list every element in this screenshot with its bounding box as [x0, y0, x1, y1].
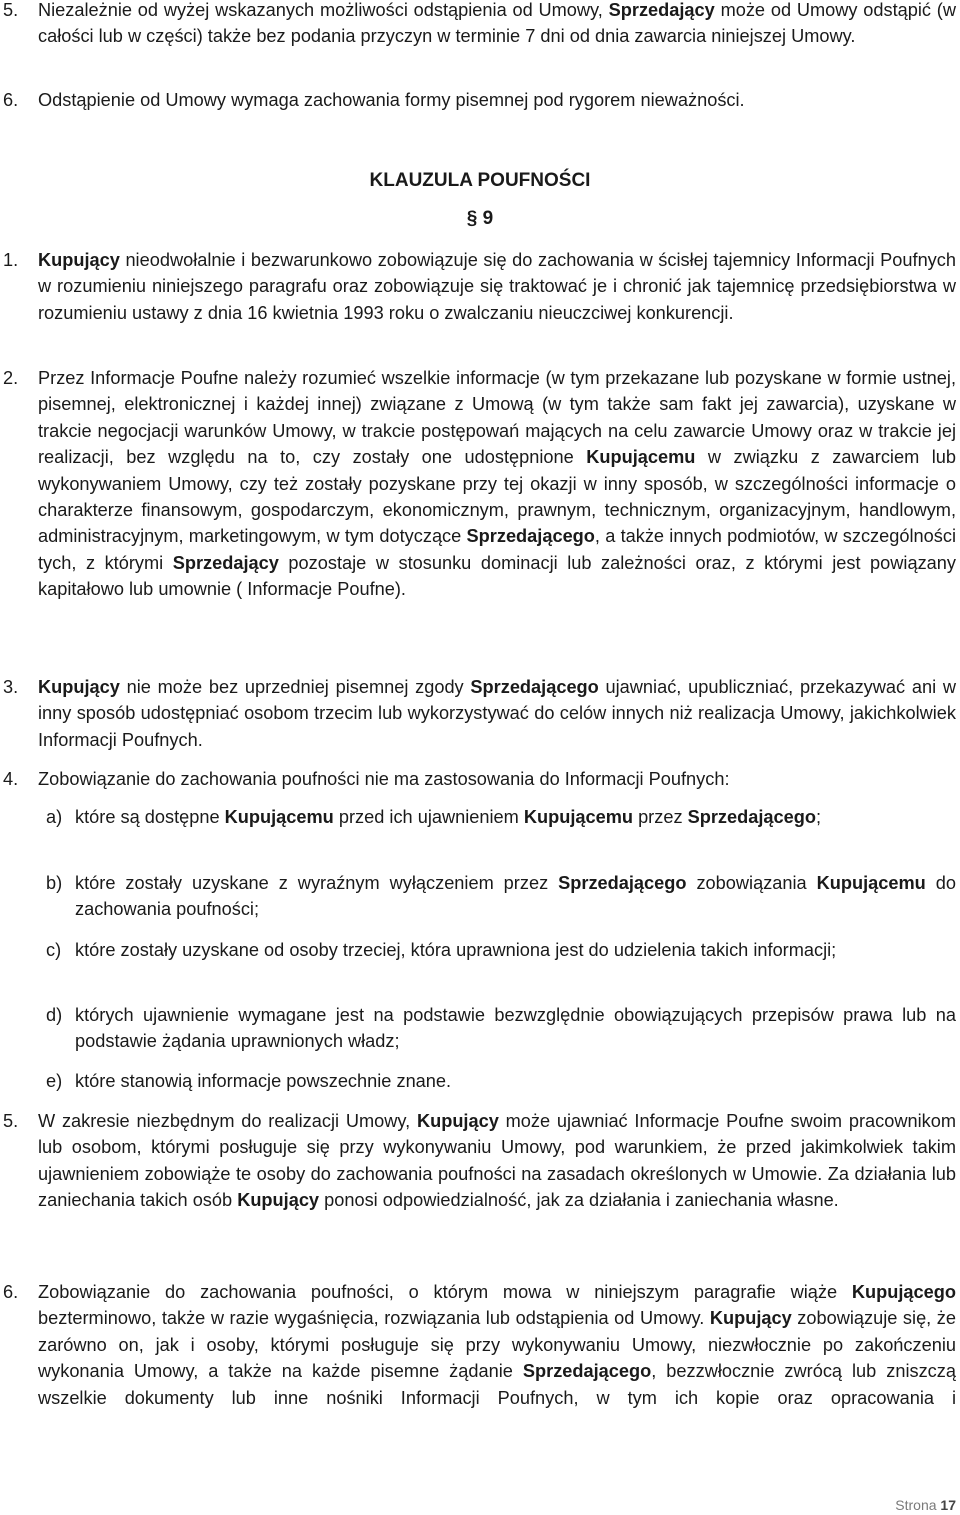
clause-2: [0, 365, 956, 603]
clause-4-item-e: [38, 1068, 956, 1094]
clause-number: 3.: [3, 677, 19, 697]
list-label: c): [46, 940, 62, 960]
clause-number: 6.: [3, 1282, 19, 1302]
clause-text: Kupujący nie może bez uprzedniej pisemnej zgody Sprzedającego ujawniać, upubliczniać, przekazywać ani w inny sposób udostępniać osobom trzecim lub wykorzystywać do celów innych niż realizacja Umowy, jakichkolwiek Informacji Poufnych.: [38, 677, 956, 750]
page-number: 17: [940, 1497, 956, 1513]
list-text: których ujawnienie wymagane jest na podstawie bezwzględnie obowiązujących przepisów prawa lub na podstawie żądania uprawnionych władz;: [75, 1005, 956, 1052]
clause-number: 2.: [3, 368, 19, 388]
page-label: Strona: [895, 1497, 937, 1513]
page-footer: [895, 1497, 956, 1513]
clause-1: [0, 247, 956, 326]
clause-4-item-d: [38, 1002, 956, 1055]
clause-number: 4.: [3, 769, 19, 789]
list-text: które stanowią informacje powszechnie znane.: [75, 1071, 452, 1091]
paragraph-6: [0, 87, 956, 113]
clause-4-item-a: [38, 804, 956, 830]
clause-number: 5.: [3, 1111, 19, 1131]
clause-4: [0, 766, 956, 792]
list-label: e): [46, 1071, 63, 1091]
clause-6: [0, 1279, 956, 1411]
list-label: a): [46, 807, 63, 827]
section-number: § 9: [466, 208, 494, 229]
paragraph-number: 5.: [3, 0, 19, 20]
clause-3: [0, 674, 956, 753]
clause-text: Zobowiązanie do zachowania poufności, o którym mowa w niniejszym paragrafie wiąże Kupującego bezterminowo, także w razie wygaśnięcia, rozwiązania lub odstąpienia od Umowy. Kupujący zobowiązuje się, że zarówno on, jak i osoby, którymi posługuje się przy wykonywaniu Umowy, niezwłocznie po zakończeniu wykonania Umowy, a także na każde pisemne żądanie Sprzedającego, bezzwłocznie zwrócą lub zniszczą wszelkie dokumenty lub inne nośniki Informacji Poufnych, w tym ich kopie oraz opracowania i: [38, 1282, 956, 1408]
clause-text: Przez Informacje Poufne należy rozumieć wszelkie informacje (w tym przekazane lub pozyskane w formie ustnej, pisemnej, elektronicznej i każdej innej) związane z Umową (w tym także sam fakt jej zawarcia), uzyskane w trakcie negocjacji warunków Umowy, w trakcie postępowań mających na celu zawarcie Umowy oraz w trakcie jej realizacji, bez względu na to, czy zostały one udostępnione Kupującemu w związku z zawarciem lub wykonywaniem Umowy, czy też zostały pozyskane przy tej okazji w inny sposób, w szczególności informacje o charakterze finansowym, gospodarczym, ekonomicznym, prawnym, technicznym, organizacyjnym, handlowym, administracyjnym, marketingowym, w tym dotyczące Sprzedającego, a także innych podmiotów, w szczególności tych, z którymi Sprzedający pozostaje w stosunku dominacji lub zależności oraz, z którymi jest powiązany kapitałowo lub umownie ( Informacje Poufne).: [38, 368, 956, 600]
clause-4-item-c: [38, 937, 956, 963]
clause-text: W zakresie niezbędnym do realizacji Umowy, Kupujący może ujawniać Informacje Poufne swoim pracownikom lub osobom, którymi posługuje się przy wykonywaniu Umowy, pod warunkiem, że przed jakimkolwiek takim ujawnieniem zobowiąże te osoby do zachowania poufności na zasadach określonych w Umowie. Za działania lub zaniechania takich osób Kupujący ponosi odpowiedzialność, jak za działania i zaniechania własne.: [38, 1111, 957, 1211]
paragraph-text: Niezależnie od wyżej wskazanych możliwości odstąpienia od Umowy, Sprzedający może od Umowy odstąpić (w całości lub w części) także bez podania przyczyn w terminie 7 dni od dnia zawarcia niniejszej Umowy.: [38, 0, 956, 47]
list-text: które są dostępne Kupującemu przed ich ujawnieniem Kupującemu przez Sprzedającego;: [75, 807, 822, 827]
list-label: b): [46, 873, 63, 893]
clause-4-item-b: [38, 870, 956, 923]
paragraph-text: Odstąpienie od Umowy wymaga zachowania formy pisemnej pod rygorem nieważności.: [38, 90, 745, 110]
list-text: które zostały uzyskane z wyraźnym wyłączeniem przez Sprzedającego zobowiązania Kupującemu do zachowania poufności;: [75, 873, 956, 920]
clause-5: [0, 1108, 956, 1214]
list-label: d): [46, 1005, 63, 1025]
paragraph-number: 6.: [3, 90, 19, 110]
clause-text: Zobowiązanie do zachowania poufności nie ma zastosowania do Informacji Poufnych:: [38, 769, 730, 789]
clause-number: 1.: [3, 250, 19, 270]
section-heading: KLAUZULA POUFNOŚCI: [369, 170, 591, 191]
clause-text: Kupujący nieodwołalnie i bezwarunkowo zobowiązuje się do zachowania w ścisłej tajemnicy Informacji Poufnych w rozumieniu niniejszego paragrafu oraz zobowiązuje się traktować je i chronić jak tajemnicę przedsiębiorstwa w rozumieniu ustawy z dnia 16 kwietnia 1993 roku o zwalczaniu nieuczciwej konkurencji.: [38, 250, 956, 323]
paragraph-5: [0, 0, 956, 50]
list-text: które zostały uzyskane od osoby trzeciej, która uprawniona jest do udzielenia takich informacji;: [75, 940, 837, 960]
